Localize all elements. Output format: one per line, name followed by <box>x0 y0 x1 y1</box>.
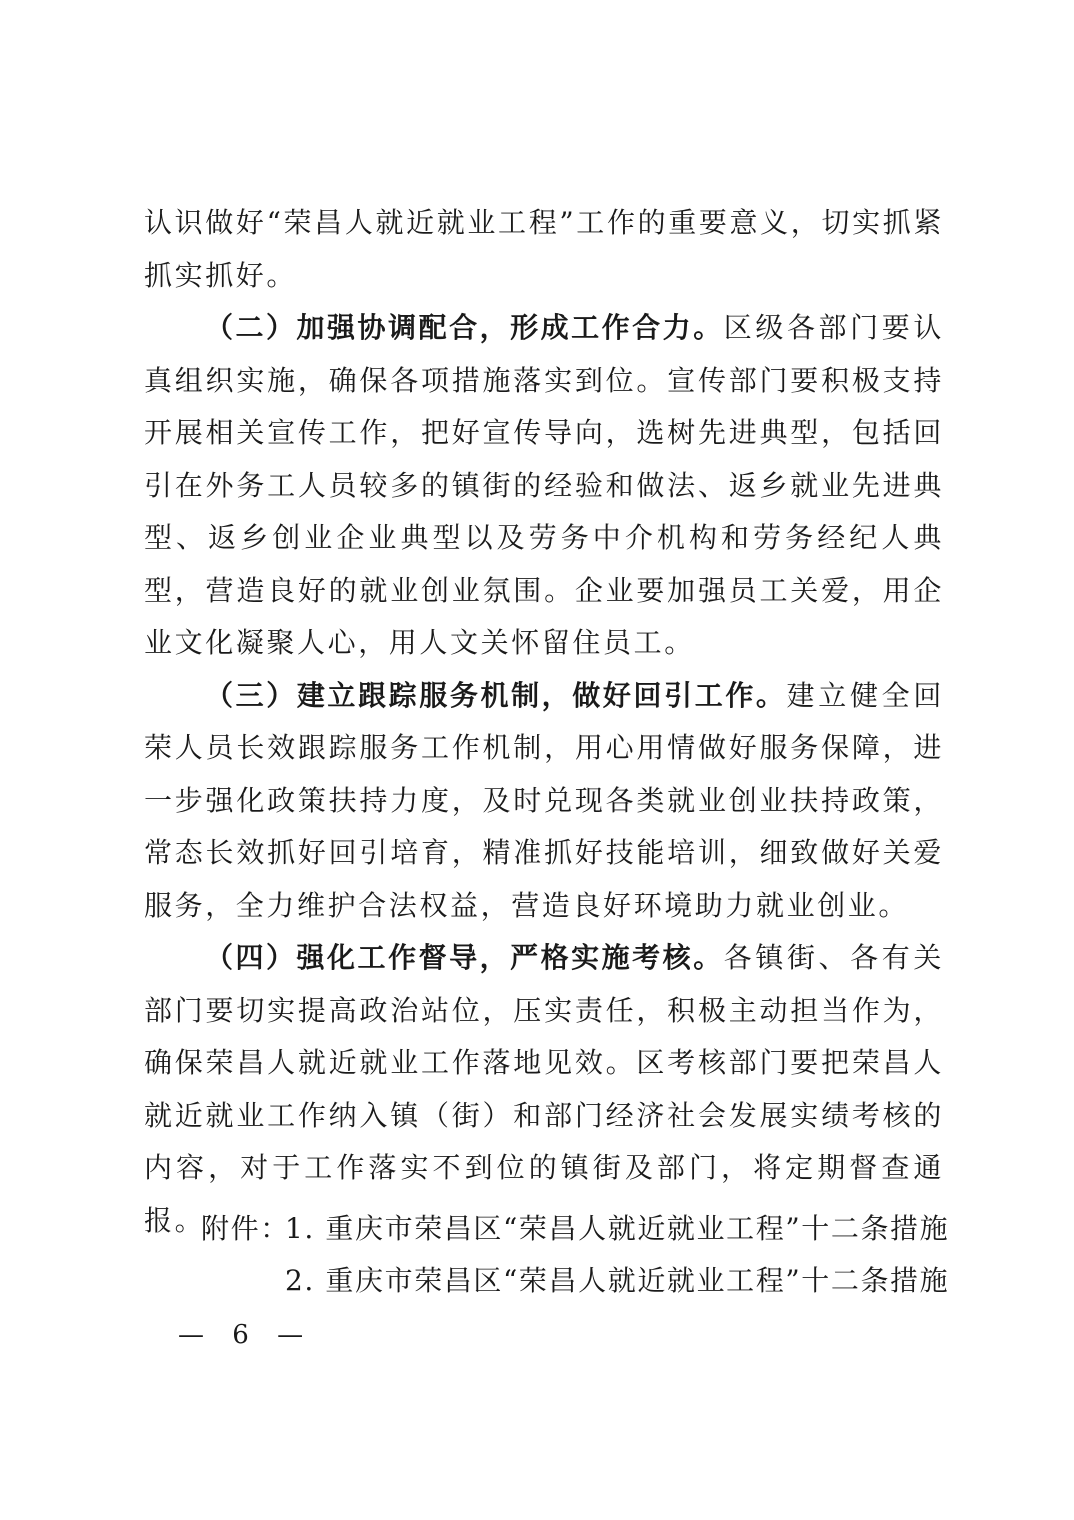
paragraph-continuation <box>144 197 944 302</box>
page-number: — 6 — <box>178 1320 314 1350</box>
attachment-row <box>201 1255 950 1307</box>
section-heading: （二）加强协调配合，形成工作合力。 <box>205 311 724 344</box>
attachment-item: 1. 重庆市荣昌区“荣昌人就近就业工程”十二条措施 <box>285 1212 950 1245</box>
paragraph-text: 建立健全回荣人员长效跟踪服务工作机制，用心用情做好服务保障，进一步强化政策扶持力度，及时兑现各类就业创业扶持政策，常态长效抓好回引培育，精准抓好技能培训，细致做好关爱服务，全力维护合法权益，营造良好环境助力就业创业。 <box>144 678 944 922</box>
paragraph-text: 各镇街、各有关部门要切实提高政治站位，压实责任，积极主动担当作为，确保荣昌人就近就业工作落地见效。区考核部门要把荣昌人就近就业工作纳入镇（街）和部门经济社会发展实绩考核的内容，对于工作落实不到位的镇街及部门，将定期督查通报。 <box>144 941 944 1237</box>
paragraph-section-2 <box>144 302 944 670</box>
attachments-label: 附件： <box>201 1212 290 1245</box>
paragraph-section-4 <box>144 932 944 1247</box>
attachments-block <box>201 1203 950 1307</box>
document-body <box>144 197 944 1247</box>
paragraph-section-3 <box>144 670 944 933</box>
attachment-row <box>201 1203 950 1255</box>
section-heading: （三）建立跟踪服务机制，做好回引工作。 <box>205 678 787 712</box>
attachment-item: 2. 重庆市荣昌区“荣昌人就近就业工程”十二条措施 <box>285 1264 950 1297</box>
paragraph-text: 区级各部门要认真组织实施，确保各项措施落实到位。宣传部门要积极支持开展相关宣传工作，把好宣传导向，选树先进典型，包括回引在外务工人员较多的镇街的经验和做法、返乡就业先进典型、返乡创业企业典型以及劳务中介机构和劳务经纪人典型，营造良好的就业创业氛围。企业要加强员工关爱，用企业文化凝聚人心，用人文关怀留住员工。 <box>144 311 944 659</box>
paragraph-text: 认识做好“荣昌人就近就业工程”工作的重要意义，切实抓紧抓实抓好。 <box>144 206 944 292</box>
section-heading: （四）强化工作督导，严格实施考核。 <box>205 941 724 974</box>
